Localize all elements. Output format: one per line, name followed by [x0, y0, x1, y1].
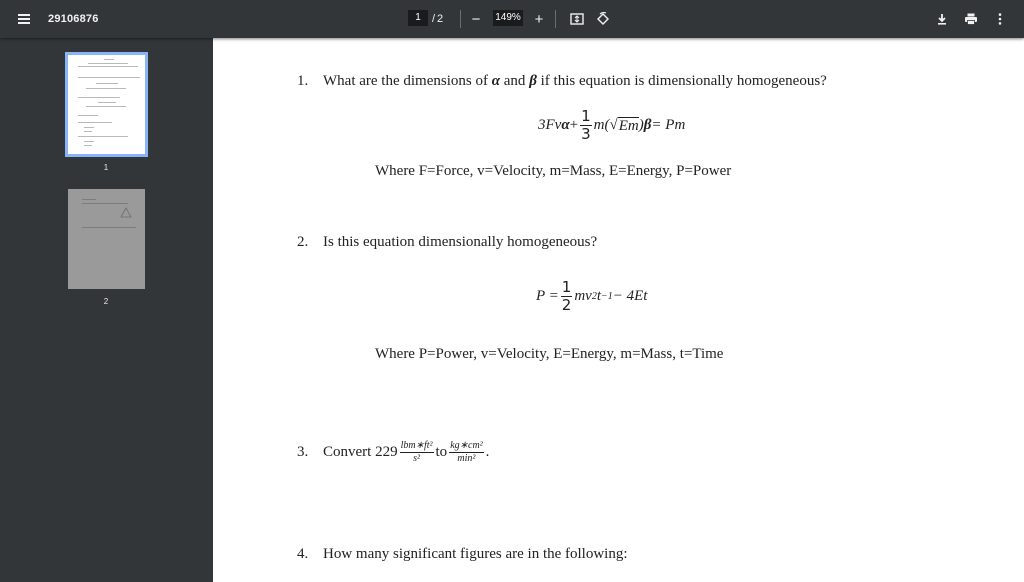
thumb-text-line: [78, 122, 112, 123]
print-button[interactable]: [961, 0, 981, 38]
page-thumbnail-1[interactable]: [65, 52, 148, 157]
pdf-toolbar: [0, 0, 1024, 38]
question-text: How many significant figures are in the following:: [323, 546, 628, 562]
fraction-one-third: $\frac{1}{3}$: [581, 107, 591, 143]
question-number: 1.: [297, 73, 309, 89]
fit-page-button[interactable]: [567, 0, 587, 38]
thumb-text-line: [82, 227, 136, 228]
period: .: [485, 444, 490, 460]
thumb-text-line: [98, 102, 116, 103]
question-text: Is this equation dimensionally homogeneous?: [323, 234, 598, 250]
equation-2-legend: Where P=Power, v=Velocity, E=Energy, m=Mass, t=Time: [375, 346, 724, 362]
menu-icon: [18, 14, 30, 24]
zoom-level-input[interactable]: 149%: [493, 10, 523, 26]
question-text: What are the dimensions of α and β if this equation is dimensionally homogeneous?: [323, 73, 827, 89]
question-3: [297, 440, 489, 465]
download-button[interactable]: [932, 0, 952, 38]
unit-fraction-to: $\frac{\text{kg∗cm²}}{\text{min²}}$: [450, 440, 483, 464]
zoom-out-button[interactable]: −: [471, 10, 481, 28]
equation-1: 3F v α + $\frac{1}{3}$ m( √ Em ) β = Pm: [538, 107, 686, 143]
thumb-text-line: [84, 145, 92, 146]
fraction-one-half: $\frac{1}{2}$: [561, 278, 572, 314]
equation-1-legend: Where F=Force, v=Velocity, m=Mass, E=Energy, P=Power: [375, 163, 732, 179]
question-text: Convert 229: [323, 444, 398, 460]
thumb-text-line: [86, 88, 126, 89]
question-number: 2.: [297, 234, 309, 250]
thumb-text-line: [104, 59, 114, 60]
pdf-page: [213, 38, 1024, 582]
document-title: 29106876: [48, 13, 99, 25]
page-total: 2: [437, 13, 444, 25]
fit-page-icon: [570, 13, 584, 25]
more-options-button[interactable]: [990, 0, 1010, 38]
equation-2: P = $\frac{1}{2}$ mv 2 t −1 − 4Et: [536, 278, 648, 314]
toolbar-divider: [555, 10, 556, 28]
thumb-text-line: [96, 83, 118, 84]
question-number: 3.: [297, 444, 309, 460]
thumb-text-line: [86, 106, 126, 107]
to-word: to: [435, 444, 448, 460]
thumb-text-line: [78, 66, 138, 67]
more-options-icon: [998, 13, 1002, 25]
print-icon: [964, 13, 978, 25]
thumb-text-line: [78, 77, 140, 78]
download-icon: [936, 13, 948, 25]
page-number-input[interactable]: 1: [408, 10, 428, 26]
thumb-triangle-figure: [120, 207, 132, 218]
thumb-text-line: [78, 115, 98, 116]
thumb-text-line: [82, 203, 128, 204]
thumb-text-line: [84, 131, 92, 132]
thumb-text-line: [84, 127, 94, 128]
zoom-in-button[interactable]: +: [534, 10, 544, 28]
toolbar-divider: [460, 10, 461, 28]
menu-button[interactable]: [10, 0, 38, 38]
thumb-text-line: [78, 97, 120, 98]
thumb-text-line: [84, 141, 94, 142]
question-number: 4.: [297, 546, 309, 562]
thumb-text-line: [88, 63, 128, 64]
page-separator: /: [432, 13, 436, 25]
thumb-text-line: [82, 199, 96, 200]
page-thumbnail-2[interactable]: [68, 189, 145, 289]
thumb-text-line: [78, 136, 128, 137]
unit-fraction-from: $\frac{\text{lbm∗ft²}}{\text{s²}}$: [400, 440, 433, 464]
rotate-icon: [596, 12, 610, 26]
thumbnail-label: 1: [103, 163, 109, 172]
rotate-button[interactable]: [593, 0, 613, 38]
thumbnail-label: 2: [103, 297, 109, 306]
